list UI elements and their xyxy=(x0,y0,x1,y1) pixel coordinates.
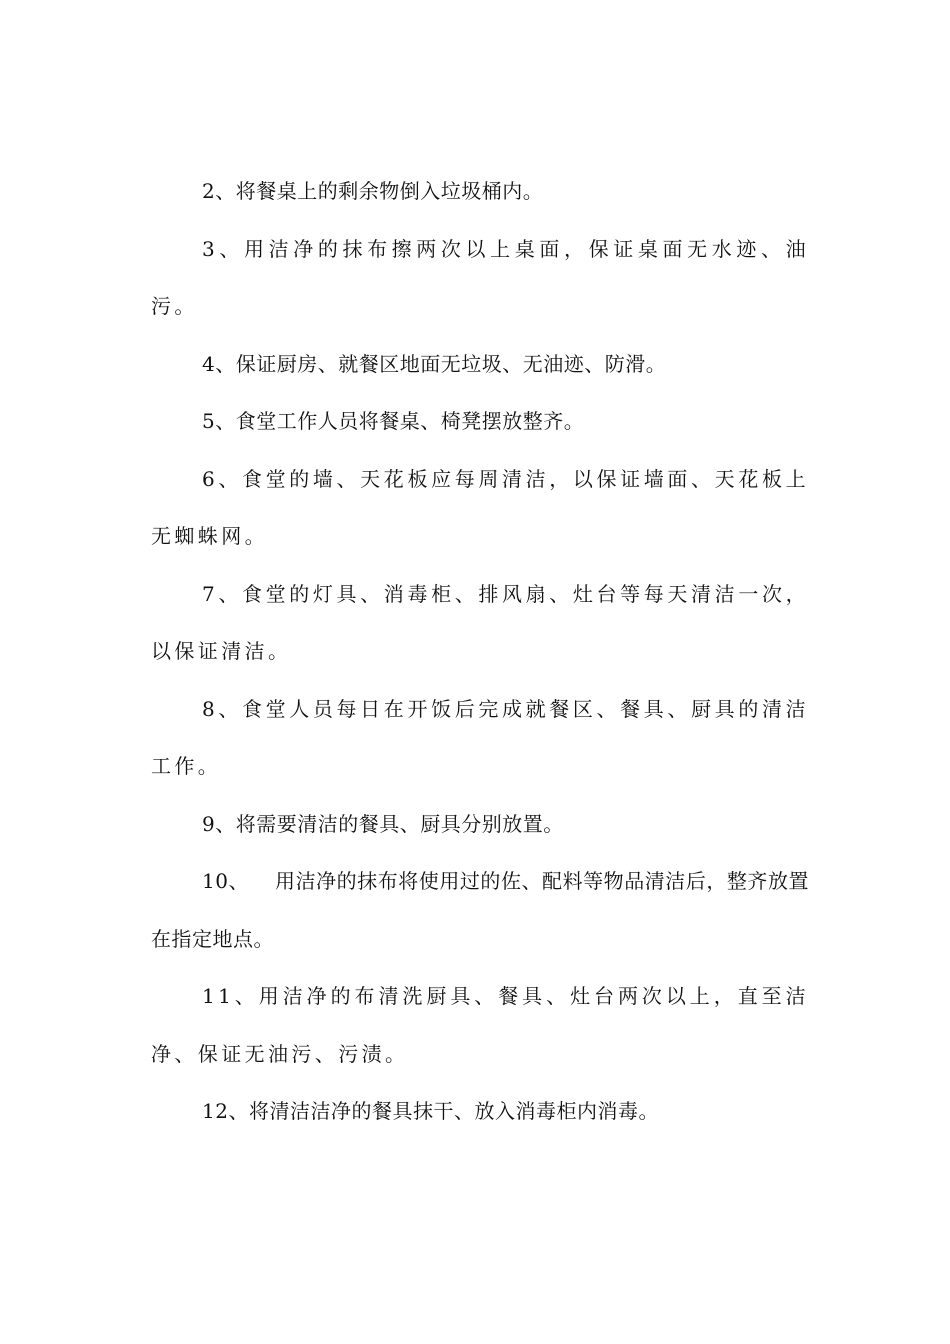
item-text: 保证厨房、就餐区地面无垃圾、无油迹、防滑。 xyxy=(235,351,667,376)
paragraph-5 xyxy=(151,393,809,451)
item-text: 用洁净的布清洗厨具、餐具、灶台两次以上，直至洁净、保证无油污、污渍。 xyxy=(151,984,809,1066)
item-number: 9、 xyxy=(202,811,236,836)
item-number: 2、 xyxy=(202,179,236,203)
item-number: 11、 xyxy=(202,984,259,1008)
item-number: 4、 xyxy=(202,351,236,376)
item-text: 食堂工作人员将餐桌、椅凳摆放整齐。 xyxy=(235,409,585,433)
paragraph-4 xyxy=(151,336,809,394)
item-number: 7、 xyxy=(202,581,242,606)
item-number: 6、 xyxy=(202,466,242,491)
paragraph-3 xyxy=(151,221,809,336)
item-number: 3、 xyxy=(202,236,244,261)
paragraph-7 xyxy=(151,566,809,681)
item-number: 5、 xyxy=(202,409,236,433)
item-number: 10、 xyxy=(202,869,250,893)
item-text: 将清洁洁净的餐具抹干、放入消毒柜内消毒。 xyxy=(248,1099,659,1123)
item-number: 12、 xyxy=(202,1099,249,1123)
paragraph-6 xyxy=(151,451,809,566)
item-text: 将需要清洁的餐具、厨具分别放置。 xyxy=(235,811,564,836)
item-text: 用洁净的抹布擦两次以上桌面，保证桌面无水迹、油污。 xyxy=(151,236,809,318)
item-text: 用洁净的抹布将使用过的佐、配料等物品清洁后，整齐放置在指定地点。 xyxy=(151,869,810,951)
paragraph-10 xyxy=(151,853,809,968)
item-text: 食堂的灯具、消毒柜、排风扇、灶台等每天清洁一次，以保证清洁。 xyxy=(151,581,809,663)
paragraph-8 xyxy=(151,681,809,796)
item-text: 将餐桌上的剩余物倒入垃圾桶内。 xyxy=(235,179,544,203)
paragraph-12 xyxy=(151,1083,809,1141)
document-body xyxy=(151,163,809,1141)
paragraph-2 xyxy=(151,163,809,221)
item-text: 食堂的墙、天花板应每周清洁，以保证墙面、天花板上无蜘蛛网。 xyxy=(151,466,809,548)
paragraph-9 xyxy=(151,796,809,854)
paragraph-11 xyxy=(151,968,809,1083)
item-text: 食堂人员每日在开饭后完成就餐区、餐具、厨具的清洁工作。 xyxy=(151,696,809,778)
item-number: 8、 xyxy=(202,696,242,721)
